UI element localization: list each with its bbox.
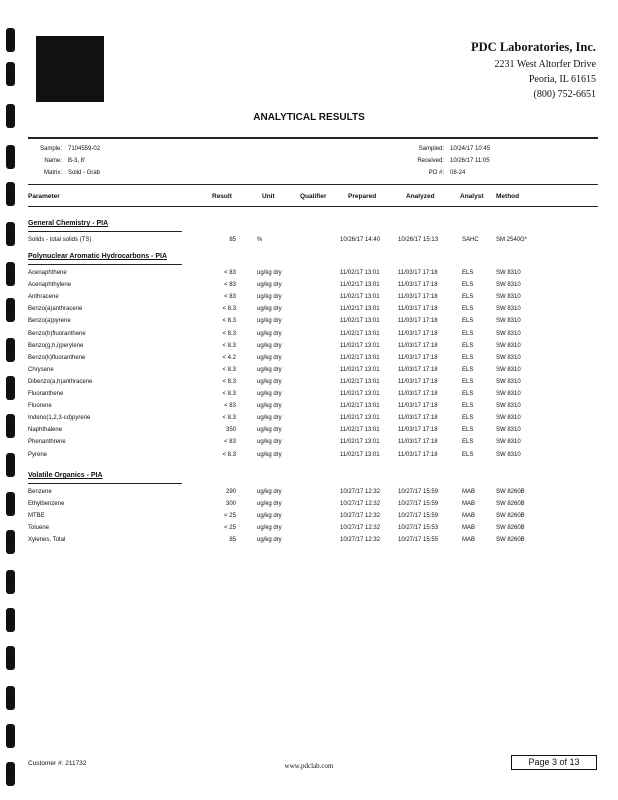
header-parameter: Parameter — [28, 193, 60, 200]
table-row — [0, 489, 618, 501]
analyst-cell: SAHC — [462, 237, 479, 243]
unit-cell: ug/kg dry — [257, 489, 282, 495]
company-header — [471, 40, 596, 100]
punch-hole — [6, 646, 15, 670]
method-cell: SW 8310 — [496, 366, 521, 373]
method-cell: SW 8310 — [496, 282, 521, 289]
logo — [36, 36, 104, 102]
unit-cell: ug/kg dry — [257, 391, 282, 397]
prepared-cell: 11/02/17 13:01 — [340, 391, 380, 397]
po-label: PO #: — [428, 170, 444, 176]
divider — [28, 206, 598, 207]
analyst-cell: MAB — [462, 501, 476, 508]
unit-cell: ug/kg dry — [257, 415, 282, 422]
parameter-cell: Anthracene — [28, 294, 59, 301]
result-cell: < 8.3 — [222, 451, 236, 458]
parameter-cell: Acenaphthylene — [28, 282, 72, 289]
table-row — [0, 367, 618, 379]
analyst-cell: ELS — [462, 439, 474, 446]
result-cell: 350 — [225, 427, 236, 434]
header-unit: Unit — [262, 193, 275, 200]
company-city: Peoria, IL 61615 — [528, 74, 596, 85]
table-row — [0, 331, 618, 343]
result-cell: < 83 — [224, 282, 236, 289]
prepared-cell: 11/02/17 13:01 — [340, 451, 380, 458]
punch-hole — [6, 686, 15, 710]
table-row — [0, 391, 618, 403]
method-cell: SW 8310 — [496, 318, 521, 325]
analyst-cell: MAB — [462, 513, 476, 520]
analyzed-cell: 11/03/17 17:18 — [398, 306, 438, 313]
page-indicator: Page 3 of 13 — [511, 755, 597, 770]
prepared-cell: 11/02/17 13:01 — [340, 318, 380, 325]
unit-cell: ug/kg dry — [257, 439, 282, 446]
method-cell: SW 8310 — [496, 354, 521, 361]
table-row — [0, 403, 618, 415]
parameter-cell: Indeno(1,2,3-cd)pyrene — [28, 415, 91, 422]
section-underline — [28, 231, 182, 232]
prepared-cell: 10/27/17 12:32 — [340, 525, 381, 532]
table-row — [0, 294, 618, 306]
table-row — [0, 525, 618, 537]
method-cell: SW 8260B — [496, 489, 525, 495]
parameter-cell: Fluorene — [28, 403, 52, 410]
method-cell: SW 8310 — [496, 427, 521, 434]
parameter-cell: Toluene — [28, 525, 50, 532]
parameter-cell: Benzene — [28, 489, 52, 495]
header-result: Result — [212, 193, 232, 200]
header-analyst: Analyst — [460, 193, 484, 200]
unit-cell: ug/kg dry — [257, 525, 282, 532]
punch-hole — [6, 608, 15, 632]
result-cell: < 8.3 — [222, 366, 236, 373]
table-row — [0, 379, 618, 391]
result-cell: 85 — [229, 237, 236, 243]
header-method: Method — [496, 193, 520, 200]
parameter-cell: Benzo(k)fluoranthene — [28, 354, 86, 361]
divider — [28, 137, 598, 139]
unit-cell: ug/kg dry — [257, 427, 282, 434]
result-cell: < 83 — [224, 294, 236, 301]
analyst-cell: ELS — [462, 378, 474, 385]
analyzed-cell: 10/26/17 15:13 — [398, 237, 439, 243]
method-cell: SW 8310 — [496, 403, 521, 410]
table-row — [0, 237, 618, 249]
parameter-cell: Benzo(b)fluoranthene — [28, 330, 86, 337]
prepared-cell: 11/02/17 13:01 — [340, 342, 380, 349]
result-cell: < 25 — [224, 525, 236, 532]
result-cell: < 83 — [224, 270, 236, 276]
prepared-cell: 11/02/17 13:01 — [340, 403, 380, 410]
result-cell: 300 — [225, 501, 236, 508]
analyzed-cell: 11/03/17 17:18 — [398, 270, 438, 276]
sample-id: 7104559-02 — [68, 146, 101, 152]
parameter-cell: Benzo(a)pyrene — [28, 318, 71, 325]
analyst-cell: MAB — [462, 537, 476, 544]
sampled-date: 10/24/17 10:45 — [450, 146, 491, 152]
sampled-label: Sampled: — [418, 146, 444, 152]
unit-cell: ug/kg dry — [257, 513, 282, 520]
unit-cell: ug/kg dry — [257, 282, 282, 289]
analyzed-cell: 10/27/17 15:53 — [398, 525, 439, 532]
analyst-cell: ELS — [462, 391, 474, 397]
received-label: Received: — [417, 158, 444, 164]
analyzed-cell: 11/03/17 17:18 — [398, 427, 438, 434]
analyzed-cell: 11/03/17 17:18 — [398, 366, 438, 373]
matrix-label: Matrix: — [44, 170, 62, 176]
method-cell: SW 8260B — [496, 501, 525, 508]
result-cell: < 83 — [224, 403, 236, 410]
unit-cell: ug/kg dry — [257, 451, 282, 458]
prepared-cell: 10/27/17 12:32 — [340, 489, 381, 495]
unit-cell: ug/kg dry — [257, 306, 282, 313]
header-qualifier: Qualifier — [300, 193, 327, 200]
section-title: Polynuclear Aromatic Hydrocarbons - PIA — [28, 253, 167, 260]
method-cell: SW 8310 — [496, 270, 521, 276]
method-cell: SW 8310 — [496, 378, 521, 385]
method-cell: SW 8310 — [496, 342, 521, 349]
prepared-cell: 11/02/17 13:01 — [340, 366, 380, 373]
parameter-cell: Benzo(g,h,i)perylene — [28, 342, 84, 349]
prepared-cell: 11/02/17 13:01 — [340, 282, 380, 289]
table-row — [0, 318, 618, 330]
analyst-cell: ELS — [462, 318, 474, 325]
method-cell: SW 8310 — [496, 391, 521, 397]
parameter-cell: Acenaphthene — [28, 270, 67, 276]
unit-cell: % — [257, 237, 263, 243]
result-cell: 290 — [225, 489, 236, 495]
parameter-cell: Ethylbenzene — [28, 501, 65, 508]
analyst-cell: ELS — [462, 354, 474, 361]
analyzed-cell: 11/03/17 17:18 — [398, 282, 438, 289]
name-label: Name: — [44, 158, 62, 164]
sample-name: B-3, 8' — [68, 158, 86, 164]
unit-cell: ug/kg dry — [257, 330, 282, 337]
sample-info-right — [402, 146, 618, 182]
analyst-cell: ELS — [462, 366, 474, 373]
sample-label: Sample: — [39, 146, 62, 152]
result-cell: < 8.3 — [222, 415, 236, 422]
table-row — [0, 439, 618, 451]
table-row — [0, 537, 618, 549]
customer-number: Customer #: 211732 — [28, 760, 87, 767]
prepared-cell: 11/02/17 13:01 — [340, 354, 380, 361]
analyst-cell: ELS — [462, 306, 474, 313]
table-row — [0, 452, 618, 464]
table-row — [0, 306, 618, 318]
parameter-cell: Pyrene — [28, 451, 48, 458]
divider — [28, 184, 598, 185]
analyst-cell: ELS — [462, 342, 474, 349]
table-row — [0, 270, 618, 282]
table-row — [0, 427, 618, 439]
result-cell: < 8.3 — [222, 306, 236, 313]
method-cell: SW 8260B — [496, 537, 525, 544]
unit-cell: ug/kg dry — [257, 403, 282, 410]
punch-hole — [6, 724, 15, 748]
table-row — [0, 415, 618, 427]
section-title: Volatile Organics - PIA — [28, 472, 103, 479]
method-cell: SW 8310 — [496, 330, 521, 337]
parameter-cell: Fluoranthene — [28, 391, 64, 397]
analyst-cell: ELS — [462, 330, 474, 337]
prepared-cell: 11/02/17 13:01 — [340, 378, 380, 385]
analyst-cell: ELS — [462, 282, 474, 289]
analyzed-cell: 10/27/17 15:59 — [398, 501, 439, 508]
prepared-cell: 11/02/17 13:01 — [340, 415, 380, 422]
unit-cell: ug/kg dry — [257, 366, 282, 373]
prepared-cell: 11/02/17 13:01 — [340, 439, 380, 446]
analyzed-cell: 11/03/17 17:18 — [398, 330, 438, 337]
unit-cell: ug/kg dry — [257, 294, 282, 301]
punch-hole — [6, 28, 15, 52]
punch-hole — [6, 182, 15, 206]
analyzed-cell: 11/03/17 17:18 — [398, 403, 438, 410]
unit-cell: ug/kg dry — [257, 537, 282, 544]
unit-cell: ug/kg dry — [257, 378, 282, 385]
parameter-cell: Dibenzo(a,h)anthracene — [28, 378, 93, 385]
prepared-cell: 11/02/17 13:01 — [340, 330, 380, 337]
analyzed-cell: 11/03/17 17:18 — [398, 342, 438, 349]
company-name: PDC Laboratories, Inc. — [471, 40, 596, 54]
result-cell: < 8.3 — [222, 378, 236, 385]
analyzed-cell: 11/03/17 17:18 — [398, 378, 438, 385]
result-cell: < 8.3 — [222, 342, 236, 349]
result-cell: < 4.2 — [222, 354, 236, 361]
method-cell: SM 2540G* — [496, 237, 528, 243]
unit-cell: ug/kg dry — [257, 342, 282, 349]
prepared-cell: 10/27/17 12:32 — [340, 513, 381, 520]
parameter-cell: Solids - total solids (TS) — [28, 237, 92, 243]
company-phone: (800) 752-6651 — [533, 89, 596, 100]
analyzed-cell: 11/03/17 17:18 — [398, 294, 438, 301]
prepared-cell: 11/02/17 13:01 — [340, 270, 380, 276]
section-underline — [28, 483, 182, 484]
punch-hole — [6, 62, 15, 86]
website: www.pdclab.com — [284, 762, 334, 770]
analyst-cell: MAB — [462, 525, 476, 532]
analyzed-cell: 10/27/17 15:55 — [398, 537, 439, 544]
header-prepared: Prepared — [348, 193, 377, 200]
method-cell: SW 8310 — [496, 294, 521, 301]
table-row — [0, 282, 618, 294]
table-row — [0, 501, 618, 513]
analyzed-cell: 11/03/17 17:18 — [398, 451, 438, 458]
prepared-cell: 10/27/17 12:32 — [340, 537, 381, 544]
unit-cell: ug/kg dry — [257, 354, 282, 361]
result-cell: 85 — [229, 537, 236, 544]
unit-cell: ug/kg dry — [257, 318, 282, 325]
prepared-cell: 10/27/17 12:32 — [340, 501, 381, 508]
result-cell: < 8.3 — [222, 330, 236, 337]
unit-cell: ug/kg dry — [257, 270, 282, 276]
analyst-cell: MAB — [462, 489, 476, 495]
table-row — [0, 343, 618, 355]
parameter-cell: Phenanthrene — [28, 439, 66, 446]
company-address: 2231 West Altorfer Drive — [494, 59, 596, 70]
analyzed-cell: 10/27/17 15:59 — [398, 513, 439, 520]
parameter-cell: Xylenes, Total — [28, 537, 66, 544]
punch-hole — [6, 570, 15, 594]
analyst-cell: ELS — [462, 427, 474, 434]
method-cell: SW 8310 — [496, 306, 521, 313]
analyzed-cell: 10/27/17 15:59 — [398, 489, 439, 495]
page-title: ANALYTICAL RESULTS — [253, 112, 365, 123]
table-row — [0, 355, 618, 367]
result-cell: < 25 — [224, 513, 236, 520]
analyzed-cell: 11/03/17 17:18 — [398, 439, 438, 446]
prepared-cell: 10/26/17 14:40 — [340, 237, 381, 243]
punch-hole — [6, 145, 15, 169]
result-cell: < 8.3 — [222, 318, 236, 325]
analyzed-cell: 11/03/17 17:18 — [398, 415, 438, 422]
prepared-cell: 11/02/17 13:01 — [340, 306, 380, 313]
sample-matrix: Solid - Grab — [68, 170, 101, 176]
prepared-cell: 11/02/17 13:01 — [340, 427, 380, 434]
method-cell: SW 8260B — [496, 513, 525, 520]
analyzed-cell: 11/03/17 17:18 — [398, 391, 438, 397]
analyst-cell: ELS — [462, 270, 474, 276]
method-cell: SW 8310 — [496, 451, 521, 458]
parameter-cell: MTBE — [28, 513, 45, 520]
result-cell: < 83 — [224, 439, 236, 446]
method-cell: SW 8310 — [496, 439, 521, 446]
received-date: 10/26/17 11:05 — [450, 158, 490, 164]
po-number: 08-24 — [450, 170, 466, 176]
prepared-cell: 11/02/17 13:01 — [340, 294, 380, 301]
method-cell: SW 8310 — [496, 415, 521, 422]
analyst-cell: ELS — [462, 294, 474, 301]
analyst-cell: ELS — [462, 403, 474, 410]
section-underline — [28, 264, 182, 265]
parameter-cell: Chrysene — [28, 366, 54, 373]
parameter-cell: Benzo(a)anthracene — [28, 306, 83, 313]
analyzed-cell: 11/03/17 17:18 — [398, 354, 438, 361]
method-cell: SW 8260B — [496, 525, 525, 532]
analyzed-cell: 11/03/17 17:18 — [398, 318, 438, 325]
result-cell: < 8.3 — [222, 391, 236, 397]
table-row — [0, 513, 618, 525]
header-analyzed: Analyzed — [406, 193, 435, 200]
parameter-cell: Naphthalene — [28, 427, 63, 434]
analyst-cell: ELS — [462, 451, 474, 458]
section-title: General Chemistry - PIA — [28, 220, 109, 227]
analyst-cell: ELS — [462, 415, 474, 422]
unit-cell: ug/kg dry — [257, 501, 282, 508]
